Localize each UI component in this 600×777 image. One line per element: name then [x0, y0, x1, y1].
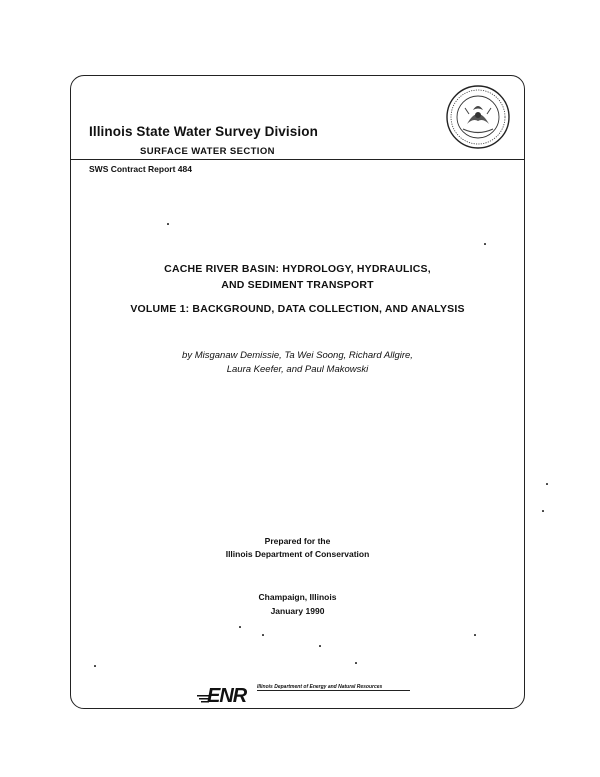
publication-place: Champaign, Illinois	[258, 592, 337, 602]
section-name: SURFACE WATER SECTION	[140, 146, 275, 157]
volume-title: VOLUME 1: BACKGROUND, DATA COLLECTION, AND ANALYSIS	[130, 303, 465, 315]
enr-logo	[197, 682, 257, 704]
prepared-for-label: Prepared for the	[264, 536, 331, 546]
scan-speck	[484, 243, 486, 245]
authors-line-1: by Misganaw Demissie, Ta Wei Soong, Richard Allgire,	[182, 350, 413, 361]
scan-speck	[542, 510, 544, 512]
scan-speck	[474, 634, 476, 636]
state-seal-icon	[445, 84, 511, 150]
department-name: Illinois Department of Energy and Natural Resources	[257, 684, 383, 690]
enr-logo-text: ENR	[207, 685, 247, 704]
publication-date: January 1990	[270, 606, 325, 616]
scan-speck	[355, 662, 357, 664]
report-title-line-2: AND SEDIMENT TRANSPORT	[221, 279, 374, 291]
prepared-for-agency: Illinois Department of Conservation	[225, 549, 370, 559]
report-number: SWS Contract Report 484	[89, 164, 192, 174]
report-title-line-1: CACHE RIVER BASIN: HYDROLOGY, HYDRAULICS,	[164, 263, 431, 275]
authors-line-2: Laura Keefer, and Paul Makowski	[226, 364, 369, 375]
scan-speck	[167, 223, 169, 225]
footer-divider	[257, 690, 410, 691]
scan-speck	[94, 665, 96, 667]
agency-name: Illinois State Water Survey Division	[89, 124, 318, 139]
scan-speck	[319, 645, 321, 647]
scan-speck	[546, 483, 548, 485]
scan-speck	[262, 634, 264, 636]
header-divider	[70, 159, 525, 160]
scan-speck	[239, 626, 241, 628]
